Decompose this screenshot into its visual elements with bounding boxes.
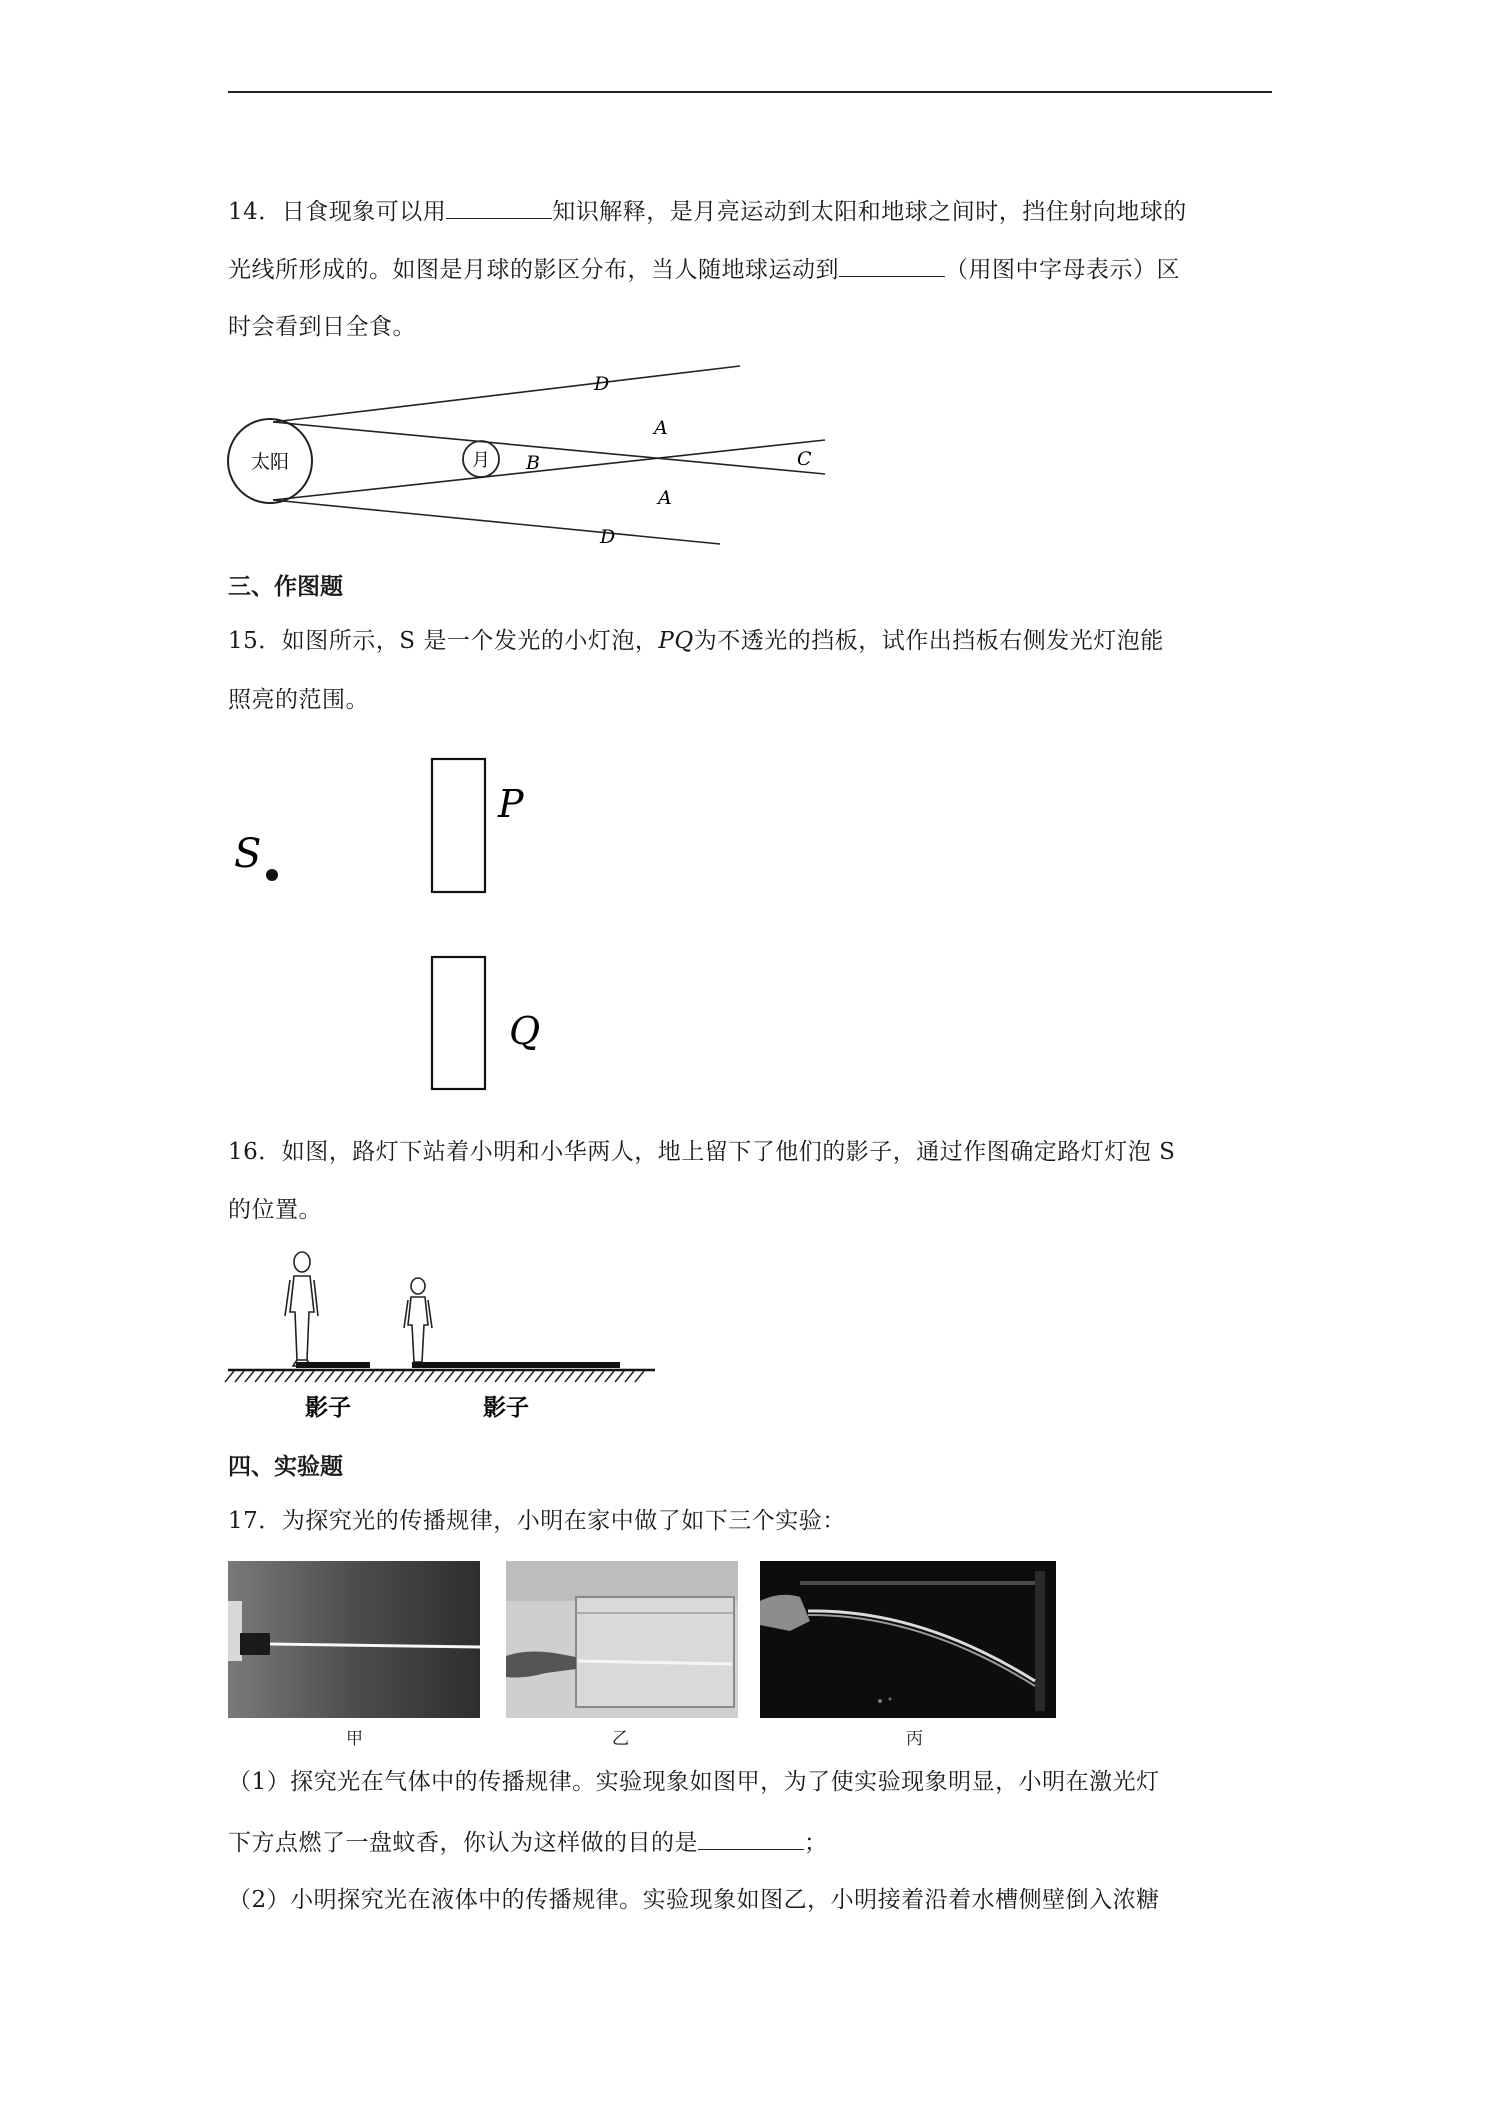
answer-blank[interactable] <box>698 1825 804 1850</box>
hatch-mark <box>255 1371 264 1382</box>
region-d-bottom: D <box>600 526 616 548</box>
hatch-mark <box>315 1371 324 1382</box>
header-rule <box>228 91 1272 93</box>
hatch-mark <box>635 1371 644 1382</box>
section-heading-experiment: 四、实验题 <box>228 1454 343 1480</box>
q16-line-1: 16．如图，路灯下站着小明和小华两人，地上留下了他们的影子，通过作图确定路灯灯泡 S <box>228 1139 1176 1165</box>
hatch-mark <box>345 1371 354 1382</box>
hatch-mark <box>305 1371 314 1382</box>
source-label: S <box>234 831 262 877</box>
hatch-mark <box>515 1371 524 1382</box>
hatch-mark <box>415 1371 424 1382</box>
light-rays <box>273 366 825 544</box>
hatch-mark <box>545 1371 554 1382</box>
person-xiaohua <box>404 1278 432 1362</box>
q17-part1-line-1: （1）探究光在气体中的传播规律。实验现象如图甲，为了使实验现象明显，小明在激光灯 <box>228 1769 1160 1795</box>
experiment-photo-jia <box>228 1561 480 1718</box>
answer-blank[interactable] <box>446 194 552 219</box>
hatch-mark <box>265 1371 274 1382</box>
experiment-photo-bing <box>760 1561 1056 1718</box>
hatch-mark <box>575 1371 584 1382</box>
hatch-mark <box>245 1371 254 1382</box>
q17-part1-line-2: 下方点燃了一盘蚊香，你认为这样做的目的是 ； <box>228 1825 828 1859</box>
hatch-mark <box>285 1371 294 1382</box>
q17-intro: 17．为探究光的传播规律，小明在家中做了如下三个实验： <box>228 1508 846 1534</box>
moon-label: 月 <box>472 450 490 471</box>
ground-hatching <box>225 1371 644 1382</box>
streetlight-shadow-diagram <box>0 1245 700 1425</box>
hatch-mark <box>385 1371 394 1382</box>
hatch-mark <box>465 1371 474 1382</box>
hatch-mark <box>535 1371 544 1382</box>
hatch-mark <box>435 1371 444 1382</box>
hatch-mark <box>295 1371 304 1382</box>
photo-caption-jia: 甲 <box>346 1729 363 1749</box>
section-heading-drawing: 三、作图题 <box>228 574 343 600</box>
hatch-mark <box>495 1371 504 1382</box>
hatch-mark <box>595 1371 604 1382</box>
hatch-mark <box>355 1371 364 1382</box>
photo-caption-yi: 乙 <box>612 1729 629 1749</box>
hatch-mark <box>445 1371 454 1382</box>
q14-line-3: 时会看到日全食。 <box>228 314 416 340</box>
hatch-mark <box>335 1371 344 1382</box>
region-a-top: A <box>654 417 668 439</box>
hatch-mark <box>565 1371 574 1382</box>
hatch-mark <box>235 1371 244 1382</box>
shadow-bar-2 <box>412 1362 620 1368</box>
q14-line-2: 光线所形成的。如图是月球的影区分布，当人随地球运动到 （用图中字母表示）区 <box>228 252 1180 286</box>
person-xiaoming <box>285 1252 318 1366</box>
q17-part2-line-1: （2）小明探究光在液体中的传播规律。实验现象如图乙，小明接着沿着水槽侧壁倒入浓糖 <box>228 1887 1160 1913</box>
eclipse-diagram <box>0 360 860 550</box>
photo-caption-bing: 丙 <box>906 1729 923 1749</box>
hatch-mark <box>365 1371 374 1382</box>
region-d-top: D <box>594 373 610 395</box>
sun-label: 太阳 <box>250 451 290 473</box>
q15-line-1: 15．如图所示，S 是一个发光的小灯泡，PQ为不透光的挡板，试作出挡板右侧发光灯泡能 <box>228 628 1164 654</box>
hatch-mark <box>325 1371 334 1382</box>
shadow-label-2: 影子 <box>483 1394 529 1421</box>
hatch-mark <box>405 1371 414 1382</box>
hatch-mark <box>475 1371 484 1382</box>
barrier-q-label: Q <box>509 1009 541 1053</box>
hatch-mark <box>275 1371 284 1382</box>
hatch-mark <box>585 1371 594 1382</box>
hatch-mark <box>615 1371 624 1382</box>
barrier-q <box>432 957 485 1089</box>
barrier-p <box>432 759 485 892</box>
hatch-mark <box>505 1371 514 1382</box>
hatch-mark <box>455 1371 464 1382</box>
hatch-mark <box>625 1371 634 1382</box>
shadow-label-1: 影子 <box>305 1394 351 1421</box>
hatch-mark <box>555 1371 564 1382</box>
q15-line-2: 照亮的范围。 <box>228 687 369 713</box>
hatch-mark <box>375 1371 384 1382</box>
hatch-mark <box>395 1371 404 1382</box>
region-a-bottom: A <box>658 487 672 509</box>
region-b: B <box>526 452 540 474</box>
q14-line-1: 14．日食现象可以用 知识解释，是月亮运动到太阳和地球之间时，挡住射向地球的 <box>228 194 1187 228</box>
hatch-mark <box>485 1371 494 1382</box>
experiment-photo-yi <box>506 1561 738 1718</box>
answer-blank[interactable] <box>839 252 945 277</box>
hatch-mark <box>525 1371 534 1382</box>
hatch-mark <box>425 1371 434 1382</box>
region-c: C <box>797 448 812 470</box>
light-source-dot <box>266 869 278 881</box>
barrier-p-label: P <box>498 782 524 826</box>
hatch-mark <box>605 1371 614 1382</box>
shadow-bar-1 <box>296 1362 370 1368</box>
light-barrier-diagram <box>0 750 600 1100</box>
hatch-mark <box>225 1371 234 1382</box>
q16-line-2: 的位置。 <box>228 1197 322 1223</box>
